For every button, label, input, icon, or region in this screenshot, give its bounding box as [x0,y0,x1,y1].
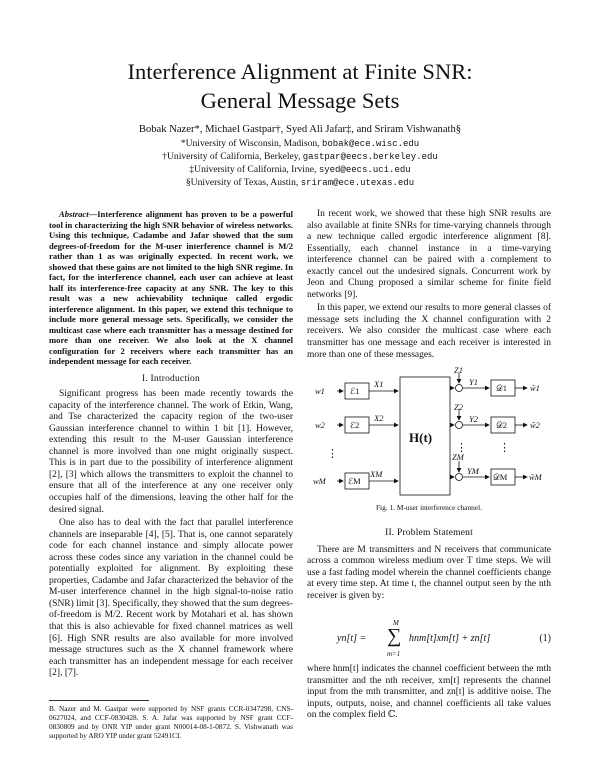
intro-paragraph-2: One also has to deal with the fact that parallel interference channels are inseparable [4], [5]. That is, one cannot separately code for each channel instance and simply allocate power across these codes since any variation in the channel could be potentially exploited for alignment. By exploiting these properties, Cadambe and Jafar characterized the behavior of the M-user interference channel in the high signal-to-noise ratio (SNR) limit [3]. Specifically, they showed that the sum degrees-of-freedom is M/2. Recent work by Motahari et al. has shown that this is also achievable for fixed channel matrices as well [6]. High SNR results are also available for more involved message structures such as the X channel framework where each transmitter has an independent message for each receiver [2], [7]. [49,518,293,679]
right-column-top [307,209,551,361]
sum-symbol: ∑ [387,625,402,647]
abstract [49,209,293,367]
title-line-2: General Message Sets [200,88,400,113]
decoder-dots: ⋮ [499,442,510,454]
input-w1: w1 [315,386,325,396]
right-column-bottom [307,528,551,602]
decoder-m-label: 𝒟M [493,472,508,482]
rx-signal-ym: YM [467,466,479,476]
intro-paragraph-1: Significant progress has been made recently towards the capacity of the interference channel. The work of Etkin, Wang, and Tse characterized the capacity region of the two-user Gaussian interference channel to within 1 bit [1]. However, extending this result to the M-user Gaussian interference channel is more involved than one might originally suspect. This is in part due to the possibility of interference alignment [2], [3] which allows the transmitters to exploit the channel to ensure that all of the interference at any one receiver only occupies half of the dimensions, leaving the other half for the desired signal. [49,389,293,515]
affiliation-2 [0,151,600,163]
paper-title [0,57,600,115]
affiliation-1-text: *University of Wisconsin, Madison, [180,138,322,149]
adder-1 [456,385,463,392]
adder-2 [456,422,463,429]
noise-zm: ZM [452,452,464,462]
equation-number: (1) [539,633,551,644]
affiliation-2-email: gastpar@eecs.berkeley.edu [302,152,438,162]
affiliation-3-email: syed@eecs.uci.edu [318,165,411,175]
output-w2-hat: ŵ2 [530,420,540,430]
funding-footnote: B. Nazer and M. Gastpar were supported by NSF grants CCR-0347298, CNS-0627024, and CCF-0830428. S. A. Jafar was supported by NSF grant CCF-0830809 and by ONR YIP under grant N00014-08-1-0872. S. Vishwanath was supported by ARO YIP under grant 52491CI. [49,704,293,740]
right-column-end [307,664,551,722]
interference-channel-figure [305,365,555,500]
affiliation-1 [0,138,600,150]
rx-signal-y1: Y1 [469,377,478,387]
affiliation-4-email: sriram@ece.utexas.edu [300,178,415,188]
channel-label: H(t) [409,430,433,445]
affiliation-3 [0,164,600,176]
intro-paragraph-3: In recent work, we showed that these high SNR results are also available at finite SNRs for time-varying channels through a new technique called ergodic interference alignment [8]. Essentially, each channel instance in a time-varying interference channel can be paired with a complement to exactly cancel out the undesired signals. Concurrent work by Jeon and Chung proposed a similar scheme for finite field networks [9]. [307,209,551,300]
section-2-heading: II. Problem Statement [385,528,473,538]
footnote-divider [49,700,149,701]
tx-signal-xm: XM [370,469,383,479]
affiliation-1-email: bobak@ece.wisc.edu [321,139,420,149]
adder-m [456,474,463,481]
noise-z1: Z1 [454,365,463,375]
tx-signal-x1: X1 [374,379,384,389]
encoder-2-label: ℰ2 [350,420,360,430]
decoder-1-label: 𝒟1 [496,383,508,393]
noise-dots: ⋮ [456,442,467,454]
input-w2: w2 [315,420,325,430]
author-list: Bobak Nazer*, Michael Gastpar†, Syed Ali Jafar‡, and Sriram Vishwanath§ [138,124,462,135]
equation-rhs: hnm[t]xm[t] + zn[t] [409,633,491,644]
affiliation-2-text: †University of California, Berkeley, [162,151,303,162]
problem-paragraph-1: There are M transmitters and N receivers that communicate across a common wireless medium over T time steps. We will use a fast fading model wherein the channel coefficients change at every time step. At time t, the channel output seen by the nth receiver is given by: [307,544,551,601]
figure-caption: Fig. 1. M-user interference channel. [375,503,483,512]
affiliation-3-text: ‡University of California, Irvine, [189,164,319,175]
encoder-m-label: ℰM [348,476,361,486]
input-wm: wM [313,476,326,486]
problem-paragraph-2: where hnm[t] indicates the channel coefficient between the mth transmitter and the nth receiver, xm[t] represents the channel input from the mth transmitter, and zn[t] is additive noise. The inputs, outputs, noise, and channel coefficients all take values on the complex field ℂ. [307,664,551,721]
input-dots: ⋮ [327,448,338,460]
equation-sum-bottom: m=1 [387,650,401,658]
section-1-heading: I. Introduction [142,373,200,384]
equation-lhs: yn[t] = [337,633,367,644]
abstract-text: —Interference alignment has proven to be a powerful tool in characterizing the high SNR behavior of wireless networks. Using this technique, Cadambe and Jafar showed that the sum degrees-of-freedom for the M-user interference channel is M/2 rather than 1 as was originally expected. In recent work, we showed that these gains are not limited to the high SNR regime. In fact, for the interference channel, each user can achieve at least half its interference-free capacity at any SNR. The key to this result was a new achievability technique called ergodic interference alignment. In this paper, we extend this technique to include more general message sets. Specifically, we consider the multicast case where each transmitter has a message destined for more than one receiver. We also look at the X channel configuration for 2 receivers where each transmitter has an independent message for each receiver. [49,209,293,366]
left-column [49,209,293,680]
affiliation-4 [0,177,600,189]
encoder-1-label: ℰ1 [350,386,360,396]
output-w1-hat: ŵ1 [530,383,540,393]
output-wm-hat: ŵM [529,472,542,482]
abstract-label: Abstract [59,209,89,219]
equation-sum-top: M [393,619,399,627]
noise-z2: Z2 [454,402,463,412]
tx-signal-x2: X2 [374,413,384,423]
rx-signal-y2: Y2 [469,414,478,424]
decoder-2-label: 𝒟2 [496,420,508,430]
affiliation-4-text: §University of Texas, Austin, [185,177,301,188]
intro-paragraph-4: In this paper, we extend our results to more general classes of message sets including the X channel configuration with 2 receivers. We also consider the multicast case where each transmitter has one message and each receiver is interested in more than one of these messages. [307,303,551,360]
equation-1 [307,620,551,660]
title-line-1: Interference Alignment at Finite SNR: [127,59,473,84]
